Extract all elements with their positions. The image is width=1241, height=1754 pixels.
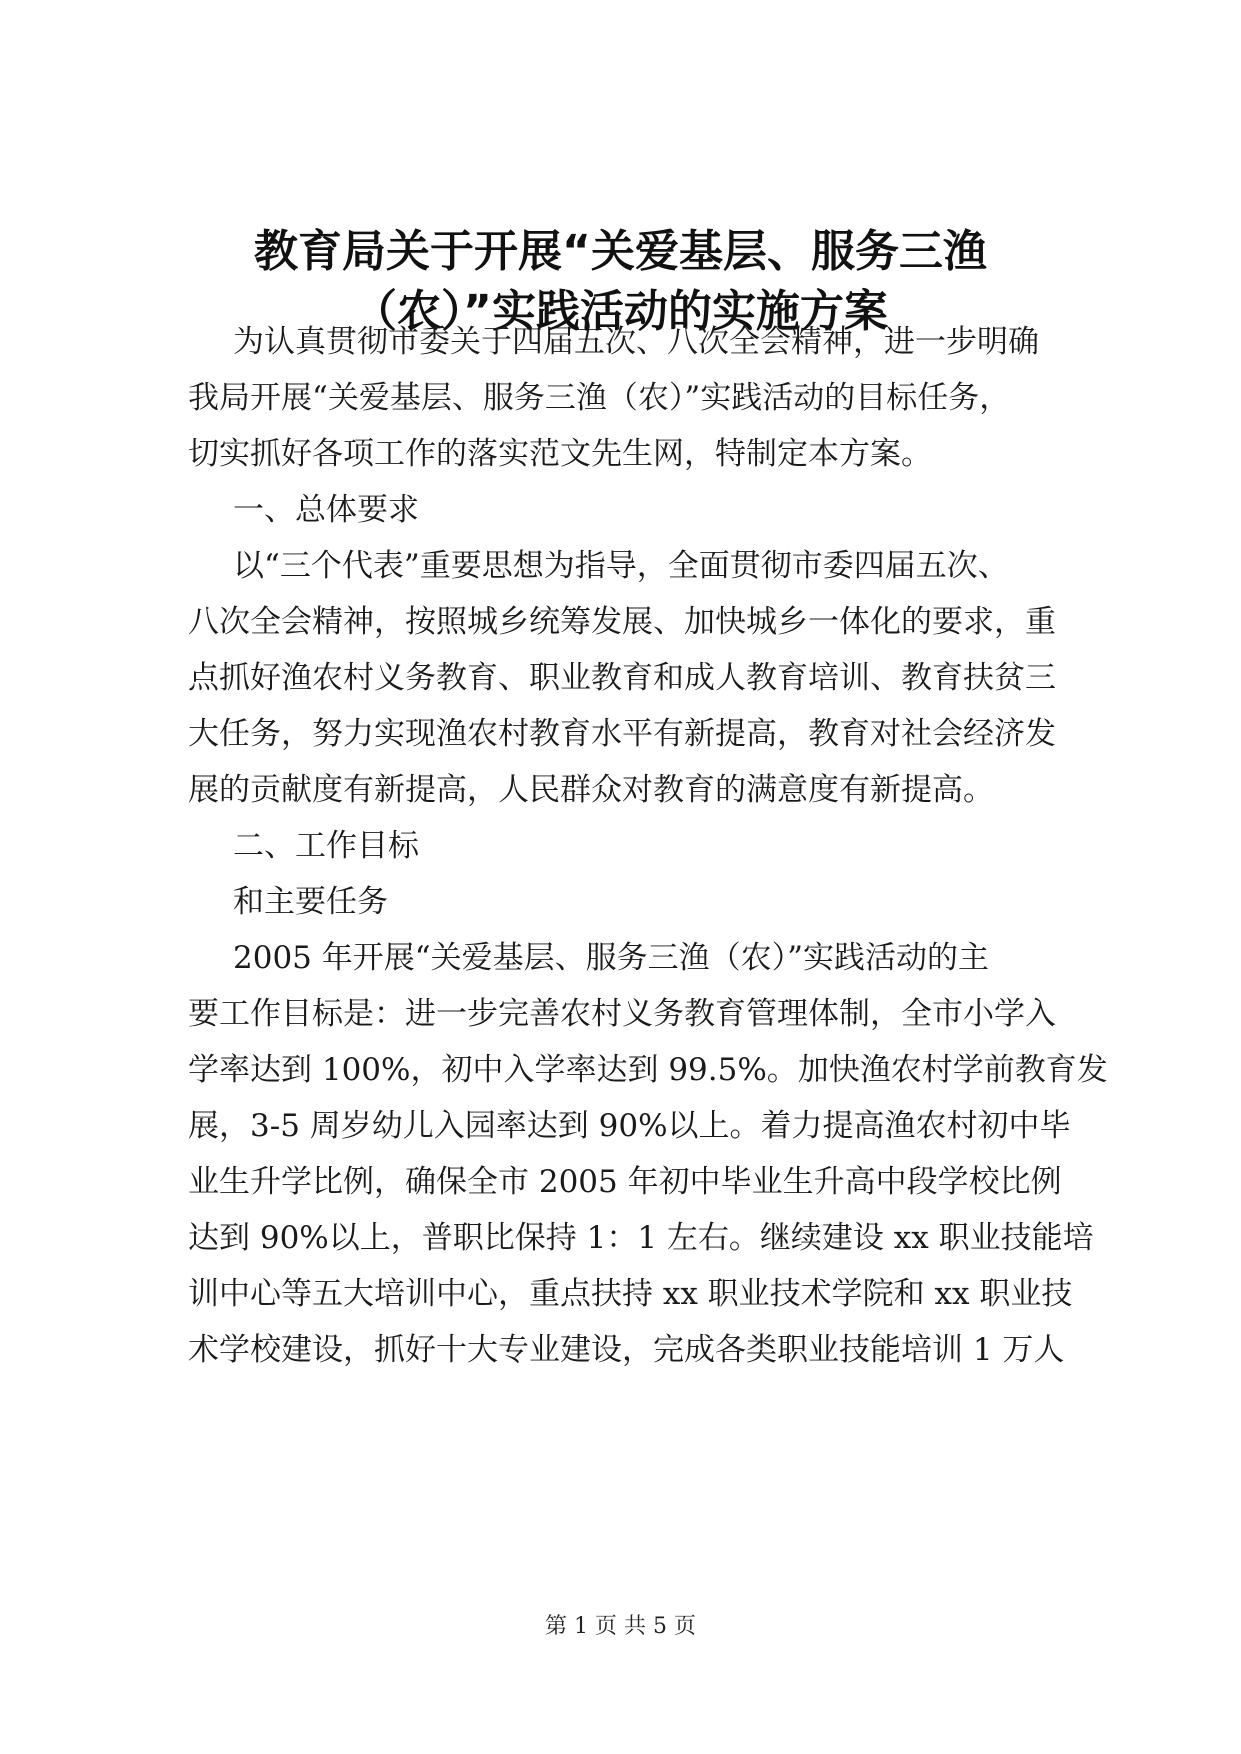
body-line: 学率达到 100%，初中入学率达到 99.5%。加快渔农村学前教育发 [188, 1052, 1108, 1088]
body-line: 大任务，努力实现渔农村教育水平有新提高，教育对社会经济发 [188, 716, 1056, 752]
body-line: 以“三个代表”重要思想为指导，全面贯彻市委四届五次、 [233, 548, 1009, 584]
body-line: 为认真贯彻市委关于四届五次、八次全会精神，进一步明确 [233, 324, 1039, 360]
body-line: 展的贡献度有新提高，人民群众对教育的满意度有新提高。 [188, 772, 994, 808]
section-heading: 二、工作目标 [233, 828, 419, 864]
page-number-footer: 第 1 页 共 5 页 [545, 1614, 696, 1639]
section-heading: 一、总体要求 [233, 492, 419, 528]
body-line: 业生升学比例，确保全市 2005 年初中毕业生升高中段学校比例 [188, 1164, 1062, 1200]
body-line: 要工作目标是：进一步完善农村义务教育管理体制，全市小学入 [188, 996, 1056, 1032]
body-line: 八次全会精神，按照城乡统筹发展、加快城乡一体化的要求，重 [188, 604, 1056, 640]
body-line: 2005 年开展“关爱基层、服务三渔（农）”实践活动的主 [233, 940, 989, 976]
body-line: 我局开展“关爱基层、服务三渔（农）”实践活动的目标任务， [188, 380, 1011, 416]
body-line: 点抓好渔农村义务教育、职业教育和成人教育培训、教育扶贫三 [188, 660, 1056, 696]
document-title-line-2: （农）”实践活动的实施方案 [353, 286, 888, 337]
section-heading-continued: 和主要任务 [233, 884, 388, 920]
document-title-line-1: 教育局关于开展“关爱基层、服务三渔 [254, 226, 987, 277]
body-line: 训中心等五大培训中心，重点扶持 xx 职业技术学院和 xx 职业技 [188, 1276, 1073, 1312]
body-line: 展，3-5 周岁幼儿入园率达到 90%以上。着力提高渔农村初中毕 [188, 1108, 1071, 1144]
body-line: 切实抓好各项工作的落实范文先生网，特制定本方案。 [188, 436, 932, 472]
body-line: 达到 90%以上，普职比保持 1：1 左右。继续建设 xx 职业技能培 [188, 1220, 1094, 1256]
body-line: 术学校建设，抓好十大专业建设，完成各类职业技能培训 1 万人 [188, 1332, 1065, 1368]
